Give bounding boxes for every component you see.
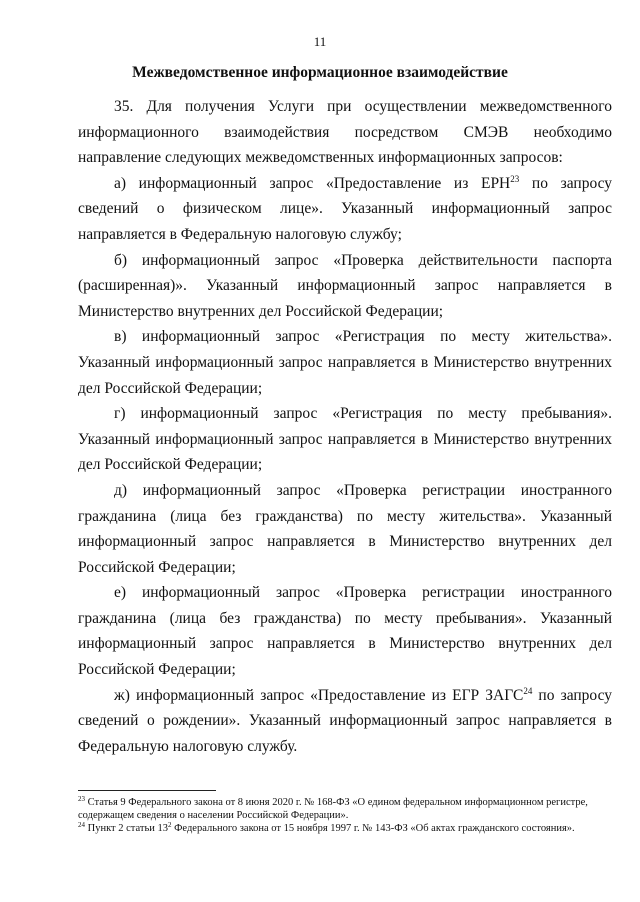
footnote-superscript: 2	[168, 821, 172, 829]
footnote-23	[78, 796, 612, 822]
paragraph-text: е) информационный запрос «Проверка регистрации иностранного гражданина (лица без гражданства) по месту пребывания». Указанный информационный запрос направляется в Министерство внутренних дел Российской Федерации;	[78, 584, 612, 679]
paragraph-text: г) информационный запрос «Регистрация по месту пребывания». Указанный информационный запрос направляется в Министерство внутренних дел Российской Федерации;	[78, 405, 612, 474]
footnote-24	[78, 822, 612, 835]
paragraph-item-a	[78, 171, 612, 248]
footnote-mark: 23	[78, 795, 85, 803]
paragraph-text: ж) информационный запрос «Предоставление из ЕГР ЗАГС	[114, 686, 524, 704]
footnote-text: Статья 9 Федерального закона от 8 июня 2020 г. № 168-ФЗ «О едином федеральном информационном регистре, содержащем сведения о населении Российской Федерации».	[78, 797, 588, 821]
paragraph-item-v	[78, 324, 612, 401]
paragraph-item-g	[78, 401, 612, 478]
paragraph-item-zh	[78, 683, 612, 760]
page-number: 11	[313, 34, 327, 49]
paragraph-item-d	[78, 478, 612, 580]
footnotes	[78, 796, 612, 835]
footnote-text: Пункт 2 статьи 13	[85, 823, 169, 834]
section-title: Межведомственное информационное взаимодействие	[132, 64, 508, 81]
paragraph-text: д) информационный запрос «Проверка регистрации иностранного гражданина (лица без гражданства) по месту жительства». Указанный информационный запрос направляется в Министерство внутренних дел Российской Федерации;	[78, 481, 612, 576]
paragraph-text: по запросу сведений о физическом лице». Указанный информационный запрос направляется в Федеральную налоговую службу;	[78, 174, 613, 243]
footnote-divider	[78, 790, 216, 791]
paragraph-35	[78, 94, 612, 171]
paragraph-item-e	[78, 580, 612, 682]
document-body	[78, 94, 612, 759]
paragraph-text: в) информационный запрос «Регистрация по месту жительства». Указанный информационный запрос направляется в Министерство внутренних дел Российской Федерации;	[78, 328, 612, 397]
footnote-text: Федерального закона от 15 ноября 1997 г. № 143-ФЗ «Об актах гражданского состояния».	[171, 823, 575, 834]
footnote-mark: 24	[78, 821, 85, 829]
footnote-ref-23[interactable]: 23	[510, 173, 520, 184]
paragraph-item-b	[78, 248, 612, 325]
paragraph-text: 35. Для получения Услуги при осуществлении межведомственного информационного взаимодействия посредством СМЭВ необходимо направление следующих межведомственных информационных запросов:	[78, 98, 612, 167]
paragraph-text: б) информационный запрос «Проверка действительности паспорта (расширенная)». Указанный информационный запрос направляется в Министерство внутренних дел Российской Федерации;	[78, 251, 612, 320]
footnote-ref-24[interactable]: 24	[523, 685, 533, 696]
paragraph-text: а) информационный запрос «Предоставление из ЕРН	[114, 174, 511, 192]
paragraph-text: по запросу сведений о рождении». Указанный информационный запрос направляется в Федеральную налоговую службу.	[78, 686, 612, 755]
